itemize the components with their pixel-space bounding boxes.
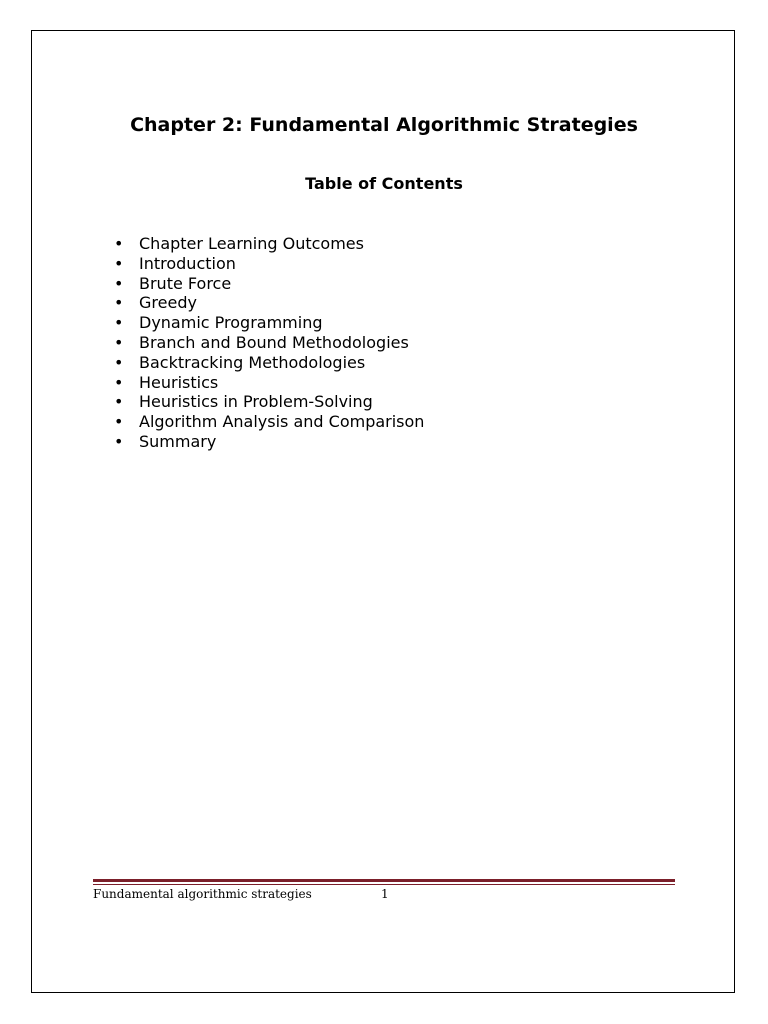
bullet-icon: • xyxy=(114,234,124,253)
toc-item xyxy=(114,274,424,294)
bullet-icon: • xyxy=(114,253,124,273)
bullet-icon: • xyxy=(114,372,124,392)
toc-item xyxy=(114,353,424,373)
toc-item-label: Brute Force xyxy=(139,273,232,293)
footer-rule-thin xyxy=(93,884,675,885)
page-number: 1 xyxy=(381,887,389,901)
toc-item xyxy=(114,234,424,254)
toc-item-label: Heuristics in Problem-Solving xyxy=(139,392,373,412)
bullet-icon: • xyxy=(114,431,124,451)
footer-rule-thick xyxy=(93,879,675,882)
toc-item-label: Dynamic Programming xyxy=(139,313,323,333)
chapter-title: Chapter 2: Fundamental Algorithmic Strategies xyxy=(130,114,638,136)
toc-item-label: Heuristics xyxy=(139,372,219,392)
bullet-icon: • xyxy=(114,313,124,333)
bullet-icon: • xyxy=(114,352,124,372)
toc-item xyxy=(114,412,424,432)
toc-list xyxy=(114,234,424,452)
toc-item-label: Branch and Bound Methodologies xyxy=(139,332,409,352)
toc-item-label: Chapter Learning Outcomes xyxy=(139,234,364,253)
bullet-icon: • xyxy=(114,332,124,352)
toc-item-label: Summary xyxy=(139,431,217,451)
toc-item xyxy=(114,392,424,412)
bullet-icon: • xyxy=(114,293,124,313)
toc-item-label: Introduction xyxy=(139,253,236,273)
toc-item-label: Backtracking Methodologies xyxy=(139,352,366,372)
toc-item xyxy=(114,432,424,452)
toc-item-label: Algorithm Analysis and Comparison xyxy=(139,412,425,432)
footer-rule xyxy=(93,879,675,886)
toc-item xyxy=(114,293,424,313)
bullet-icon: • xyxy=(114,273,124,293)
toc-item xyxy=(114,254,424,274)
footer-title: Fundamental algorithmic strategies xyxy=(93,887,312,901)
toc-heading: Table of Contents xyxy=(305,174,463,193)
toc-item xyxy=(114,313,424,333)
bullet-icon: • xyxy=(114,412,124,432)
toc-item-label: Greedy xyxy=(139,293,197,313)
bullet-icon: • xyxy=(114,392,124,412)
toc-item xyxy=(114,333,424,353)
toc-item xyxy=(114,373,424,393)
